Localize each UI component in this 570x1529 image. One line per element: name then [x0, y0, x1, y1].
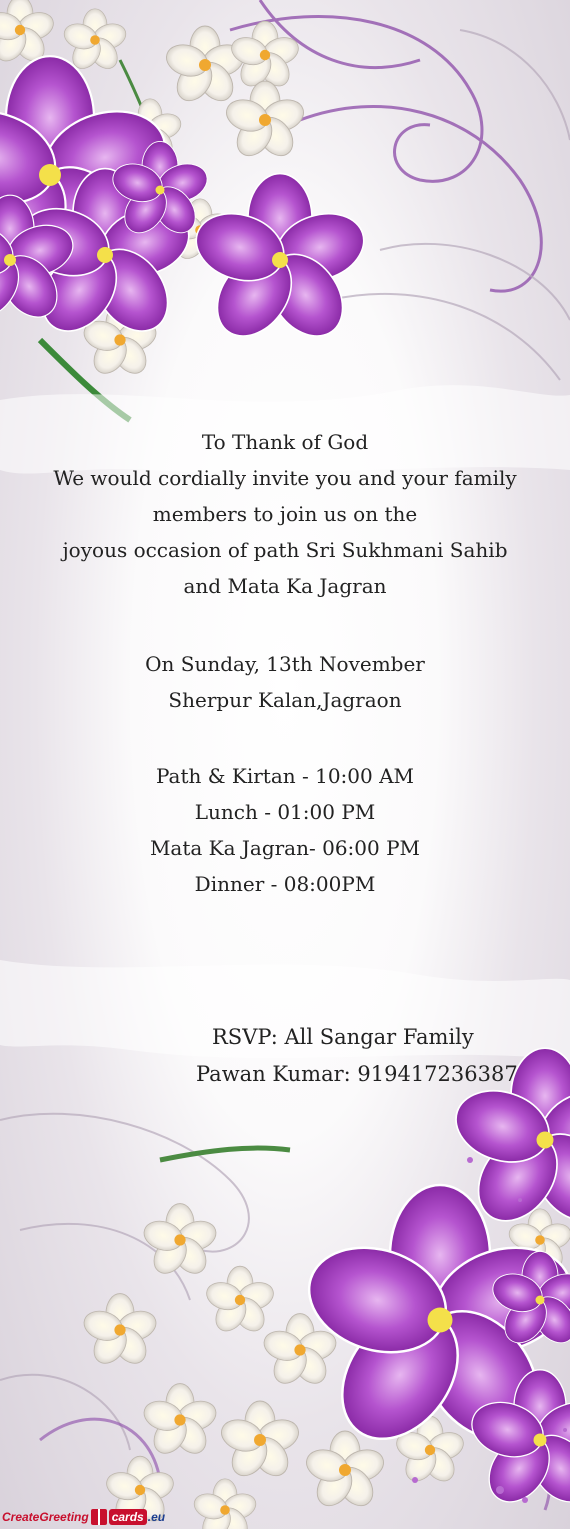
message-line: and Mata Ka Jagran: [183, 574, 387, 598]
schedule-item: Lunch - 01:00 PM: [194, 800, 376, 824]
venue-line: Sherpur Kalan,Jagraon: [168, 688, 402, 712]
top-flower-cluster: [0, 0, 372, 420]
message-line: We would cordially invite you and your family: [53, 466, 517, 490]
site-watermark-logo[interactable]: CreateGreeting cards .eu: [2, 1510, 166, 1524]
event-details: [0, 646, 570, 718]
heading-line: To Thank of God: [201, 430, 369, 454]
rsvp-block: [0, 1019, 570, 1093]
gift-icon: [91, 1509, 107, 1525]
schedule-item: Mata Ka Jagran- 06:00 PM: [149, 836, 421, 860]
message-line: members to join us on the: [152, 502, 418, 526]
contact-line: Pawan Kumar: 919417236387: [196, 1062, 518, 1086]
invitation-message: [0, 424, 570, 604]
schedule-list: [0, 758, 570, 902]
schedule-item: Dinner - 08:00PM: [194, 872, 376, 896]
schedule-item: Path & Kirtan - 10:00 AM: [155, 764, 415, 788]
rsvp-line: RSVP: All Sangar Family: [212, 1025, 474, 1049]
date-line: On Sunday, 13th November: [145, 652, 425, 676]
message-line: joyous occasion of path Sri Sukhmani Sahib: [62, 538, 508, 562]
